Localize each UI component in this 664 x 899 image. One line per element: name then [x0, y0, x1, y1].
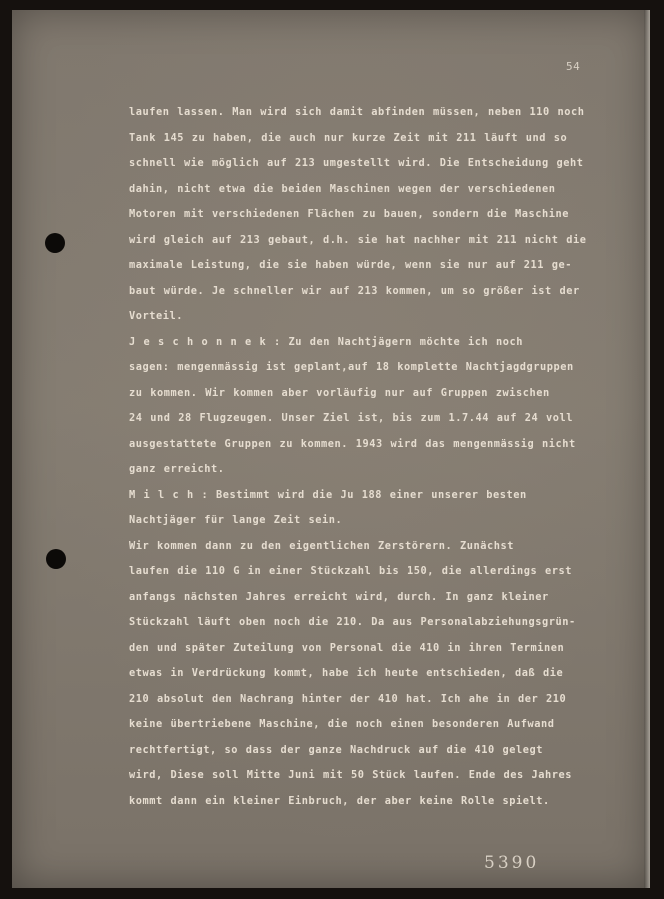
text-line: J e s c h o n n e k : Zu den Nachtjägern möchte ich noch	[129, 335, 523, 348]
text-line: M i l c h : Bestimmt wird die Ju 188 einer unserer besten	[129, 488, 527, 501]
text-line: ganz erreicht.	[129, 463, 225, 475]
text-line: wird, Diese soll Mitte Juni mit 50 Stück laufen. Ende des Jahres	[129, 769, 572, 781]
text-line: keine übertriebene Maschine, die noch einen besonderen Aufwand	[129, 718, 555, 730]
text-line: Motoren mit verschiedenen Flächen zu bauen, sondern die Maschine	[129, 208, 569, 220]
text-line: 24 und 28 Flugzeugen. Unser Ziel ist, bis zum 1.7.44 auf 24 voll	[129, 412, 573, 424]
text-line: ausgestattete Gruppen zu kommen. 1943 wird das mengenmässig nicht	[129, 437, 576, 450]
page-number: 54	[566, 60, 581, 73]
text-line: etwas in Verdrückung kommt, habe ich heute entschieden, daß die	[129, 667, 564, 679]
text-line: 210 absolut den Nachrang hinter der 410 hat. Ich ahe in der 210	[129, 692, 567, 705]
typewritten-text	[129, 100, 629, 814]
text-line: Wir kommen dann zu den eigentlichen Zerstörern. Zunächst	[129, 539, 514, 552]
text-line: rechtfertigt, so dass der ganze Nachdruck auf die 410 gelegt	[129, 743, 543, 756]
text-line: schnell wie möglich auf 213 umgestellt wird. Die Entscheidung geht	[129, 157, 584, 169]
text-line: kommt dann ein kleiner Einbruch, der aber keine Rolle spielt.	[129, 794, 550, 807]
text-line: wird gleich auf 213 gebaut, d.h. sie hat nachher mit 211 nicht die	[129, 233, 587, 246]
text-line: dahin, nicht etwa die beiden Maschinen wegen der verschiedenen	[129, 182, 556, 195]
punch-hole-top	[45, 233, 65, 253]
text-line: laufen lassen. Man wird sich damit abfinden müssen, neben 110 noch	[129, 106, 585, 118]
text-line: anfangs nächsten Jahres erreicht wird, durch. In ganz kleiner	[129, 590, 549, 603]
text-line: Nachtjäger für lange Zeit sein.	[129, 514, 343, 526]
text-line: zu kommen. Wir kommen aber vorläufig nur auf Gruppen zwischen	[129, 386, 550, 399]
text-line: baut würde. Je schneller wir auf 213 kommen, um so größer ist der	[129, 284, 580, 297]
text-line: Vorteil.	[129, 310, 183, 322]
document-page	[12, 10, 650, 888]
text-line: den und später Zuteilung von Personal die 410 in ihren Terminen	[129, 641, 565, 654]
text-line: maximale Leistung, die sie haben würde, wenn sie nur auf 211 ge-	[129, 259, 572, 271]
text-line: Stückzahl läuft oben noch die 210. Da aus Personalabziehungsgrün-	[129, 616, 576, 628]
text-line: sagen: mengenmässig ist geplant,auf 18 komplette Nachtjagdgruppen	[129, 361, 574, 373]
page-edge	[644, 10, 650, 888]
archive-number: 5390	[484, 853, 540, 873]
text-line: Tank 145 zu haben, die auch nur kurze Zeit mit 211 läuft und so	[129, 131, 568, 144]
text-line: laufen die 110 G in einer Stückzahl bis 150, die allerdings erst	[129, 565, 572, 577]
punch-hole-bottom	[46, 549, 66, 569]
